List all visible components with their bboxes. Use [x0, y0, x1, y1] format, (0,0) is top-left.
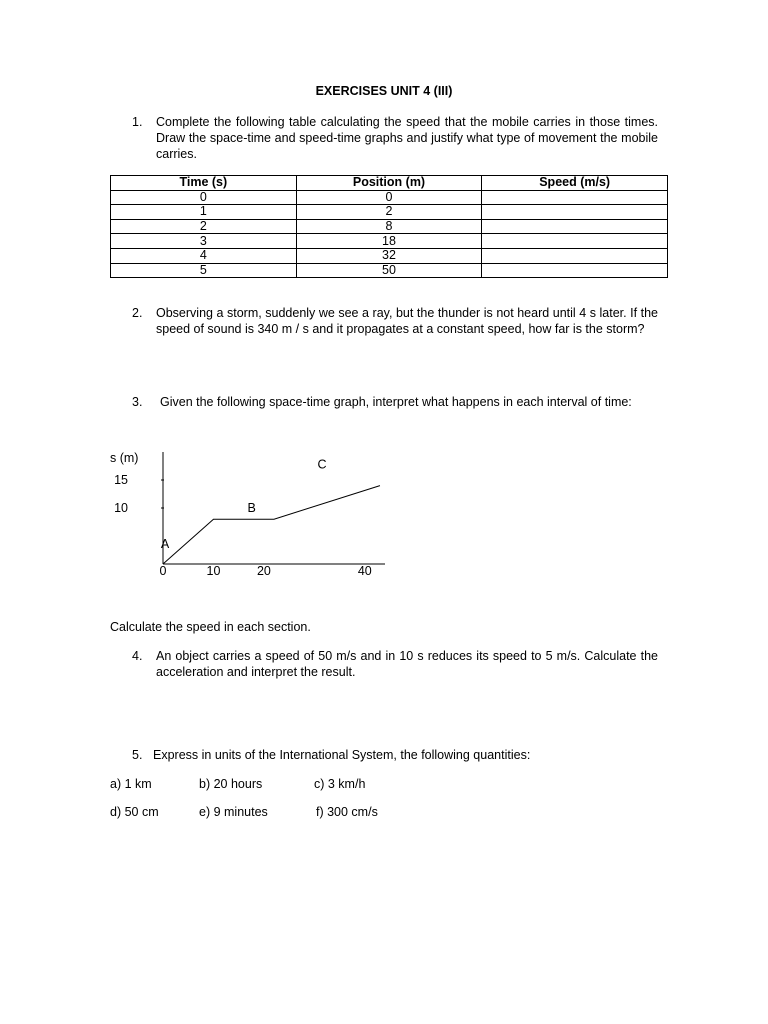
position-cell: 2: [296, 205, 482, 220]
position-cell: 8: [296, 219, 482, 234]
speed-table: [110, 175, 668, 278]
x-tick-label: 10: [206, 564, 221, 578]
time-cell: 3: [111, 234, 297, 249]
question-4-text: An object carries a speed of 50 m/s and in 10 s reduces its speed to 5 m/s. Calculate the acceleration and interpret the result.: [156, 649, 658, 679]
x-tick-label: 0: [159, 564, 167, 578]
quantity-item: f) 300 cm/s: [316, 805, 378, 819]
speed-cell[interactable]: [482, 205, 668, 220]
position-cell: 0: [296, 190, 482, 205]
position-cell: 18: [296, 234, 482, 249]
quantity-item: b) 20 hours: [199, 777, 263, 791]
column-header-position: Position (m): [296, 176, 482, 191]
quantity-item: c) 3 km/h: [314, 777, 366, 791]
time-cell: 0: [111, 190, 297, 205]
quantity-item: d) 50 cm: [110, 805, 159, 819]
x-tick-label: 40: [357, 564, 372, 578]
question-3-number: 3.: [132, 395, 143, 409]
position-series-line: [160, 486, 380, 564]
question-1-text: [156, 114, 658, 162]
position-cell: 32: [296, 248, 482, 263]
space-time-graph: [100, 440, 400, 585]
page-title: EXERCISES UNIT 4 (III): [315, 84, 453, 98]
question-1-text-content: Complete the following table calculating the speed that the mobile carries in those times. Draw the space-time and speed-time graphs and justify what type of movement the mobile carries.: [156, 115, 658, 161]
question-2-text: Observing a storm, suddenly we see a ray, but the thunder is not heard until 4 s later. If the speed of sound is 340 m / s and it propagates at a constant speed, how far is the storm?: [156, 306, 658, 336]
table-row: [111, 190, 668, 205]
speed-cell[interactable]: [482, 234, 668, 249]
time-cell: 4: [111, 248, 297, 263]
table-header-row: [111, 176, 668, 191]
segment-label: C: [317, 457, 327, 472]
quantity-item: e) 9 minutes: [199, 805, 268, 819]
table-row: [111, 219, 668, 234]
speed-cell[interactable]: [482, 219, 668, 234]
quantity-item: a) 1 km: [110, 777, 152, 791]
position-cell: 50: [296, 263, 482, 278]
table-row: [111, 205, 668, 220]
segment-label: B: [247, 501, 256, 516]
speed-cell[interactable]: [482, 190, 668, 205]
speed-cell[interactable]: [482, 248, 668, 263]
question-4-number: 4.: [132, 649, 143, 663]
speed-cell[interactable]: [482, 263, 668, 278]
x-tick-label: 20: [256, 564, 271, 578]
column-header-time: Time (s): [111, 176, 297, 191]
table-row: [111, 263, 668, 278]
y-tick-label: 15: [114, 473, 128, 487]
question-5-number: 5.: [132, 748, 143, 762]
y-tick-label: 10: [114, 501, 128, 515]
y-axis-label: s (m): [110, 451, 139, 465]
segment-label: A: [160, 537, 170, 551]
table-row: [111, 234, 668, 249]
question-3-text: Given the following space-time graph, interpret what happens in each interval of time:: [160, 395, 632, 409]
time-cell: 1: [111, 205, 297, 220]
question-5-text: Express in units of the International System, the following quantities:: [153, 748, 531, 762]
question-3-followup: Calculate the speed in each section.: [110, 620, 311, 634]
time-cell: 5: [111, 263, 297, 278]
question-1-number: 1.: [132, 115, 143, 129]
column-header-speed: Speed (m/s): [482, 176, 668, 191]
table-row: [111, 248, 668, 263]
question-2-number: 2.: [132, 306, 143, 320]
time-cell: 2: [111, 219, 297, 234]
